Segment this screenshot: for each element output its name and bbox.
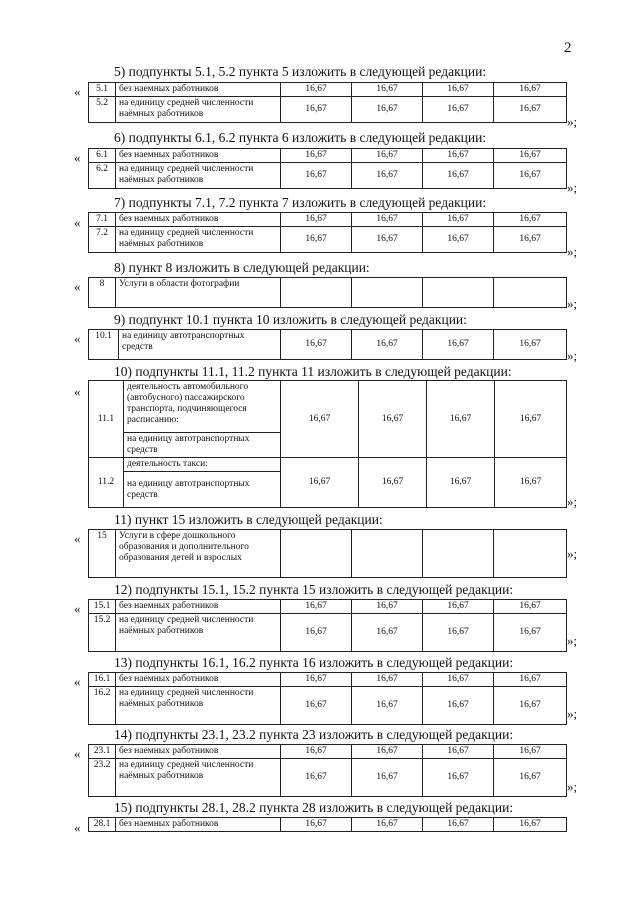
value-cell: 16,67 xyxy=(423,149,494,163)
value-cell: 16,67 xyxy=(494,600,567,614)
value-cell xyxy=(281,530,352,578)
quote-close: »; xyxy=(567,348,578,363)
value-cell: 16,67 xyxy=(281,458,359,508)
quote-open: « xyxy=(74,331,81,346)
value-cell: 16,67 xyxy=(494,83,567,97)
value-cell: 16,67 xyxy=(423,97,494,123)
row-number: 5.2 xyxy=(89,97,116,123)
quote-close: »; xyxy=(567,244,578,259)
row-number: 16.1 xyxy=(89,673,116,687)
quote-open: « xyxy=(74,820,81,835)
quote-open: « xyxy=(74,384,81,399)
row-number: 11.2 xyxy=(89,458,124,508)
value-cell: 16,67 xyxy=(423,818,494,832)
row-label: на единицу средней численности наёмных работников xyxy=(116,227,281,253)
quote-open: « xyxy=(74,215,81,230)
amendment-table xyxy=(88,672,567,725)
value-cell: 16,67 xyxy=(352,227,423,253)
row-number: 7.1 xyxy=(89,213,116,227)
row-label: Услуги в области фотографии xyxy=(116,278,281,308)
section-heading: 14) подпункты 23.1, 23.2 пункта 23 изложить в следующей редакции: xyxy=(114,727,514,742)
row-label: на единицу средней численности наёмных работников xyxy=(116,97,281,123)
row-label: без наемных работников xyxy=(116,149,281,163)
quote-close: »; xyxy=(567,779,578,794)
amendment-table xyxy=(88,148,567,189)
value-cell: 16,67 xyxy=(494,227,567,253)
quote-open: « xyxy=(74,746,81,761)
row-label: на единицу средней численности наёмных работников xyxy=(116,687,281,725)
quote-open: « xyxy=(74,279,81,294)
value-cell: 16,67 xyxy=(352,330,423,360)
amendment-table xyxy=(88,212,567,253)
quote-open: « xyxy=(74,84,81,99)
table-row xyxy=(89,381,567,433)
value-cell: 16,67 xyxy=(359,381,427,458)
table-row xyxy=(89,278,567,308)
value-cell: 16,67 xyxy=(281,213,352,227)
quote-close: »; xyxy=(567,546,578,561)
value-cell: 16,67 xyxy=(494,759,567,797)
value-cell: 16,67 xyxy=(494,149,567,163)
section-heading: 5) подпункты 5.1, 5.2 пункта 5 изложить в следующей редакции: xyxy=(114,64,487,79)
value-cell: 16,67 xyxy=(494,614,567,652)
table-row xyxy=(89,759,567,797)
section-heading: 8) пункт 8 изложить в следующей редакции: xyxy=(114,260,370,275)
value-cell: 16,67 xyxy=(495,458,567,508)
table-row xyxy=(89,149,567,163)
row-label: на единицу автотранспортных средств xyxy=(119,330,281,360)
row-number: 6.1 xyxy=(89,149,116,163)
value-cell: 16,67 xyxy=(423,759,494,797)
row-number: 28.1 xyxy=(89,818,116,832)
value-cell: 16,67 xyxy=(281,687,352,725)
value-cell: 16,67 xyxy=(359,458,427,508)
value-cell xyxy=(281,278,352,308)
value-cell: 16,67 xyxy=(423,673,494,687)
value-cell: 16,67 xyxy=(352,687,423,725)
row-label: без наемных работников xyxy=(116,745,281,759)
value-cell: 16,67 xyxy=(352,614,423,652)
row-label: на единицу средней численности наёмных работников xyxy=(116,614,281,652)
quote-close: »; xyxy=(567,180,578,195)
quote-close: »; xyxy=(567,114,578,129)
table-row xyxy=(89,83,567,97)
value-cell: 16,67 xyxy=(281,149,352,163)
value-cell xyxy=(423,278,494,308)
value-cell xyxy=(494,278,567,308)
value-cell: 16,67 xyxy=(423,687,494,725)
quote-close: »; xyxy=(567,706,578,721)
quote-open: « xyxy=(74,531,81,546)
value-cell: 16,67 xyxy=(281,163,352,189)
row-number: 11.1 xyxy=(89,381,124,458)
table-row xyxy=(89,600,567,614)
value-cell: 16,67 xyxy=(494,687,567,725)
value-cell: 16,67 xyxy=(423,745,494,759)
quote-open: « xyxy=(74,150,81,165)
value-cell: 16,67 xyxy=(494,97,567,123)
row-number: 15.1 xyxy=(89,600,116,614)
value-cell: 16,67 xyxy=(494,673,567,687)
amendment-table xyxy=(88,82,567,123)
row-number: 10.1 xyxy=(89,330,119,360)
value-cell: 16,67 xyxy=(281,227,352,253)
quote-close: »; xyxy=(567,296,578,311)
page-number: 2 xyxy=(564,40,572,56)
row-label: на единицу автотранспортных средств xyxy=(124,433,281,458)
table-row xyxy=(89,614,567,652)
value-cell: 16,67 xyxy=(281,818,352,832)
row-label: без наемных работников xyxy=(116,213,281,227)
amendment-table xyxy=(88,744,567,797)
row-number: 6.2 xyxy=(89,163,116,189)
value-cell: 16,67 xyxy=(494,745,567,759)
value-cell: 16,67 xyxy=(352,213,423,227)
value-cell: 16,67 xyxy=(423,600,494,614)
value-cell: 16,67 xyxy=(494,213,567,227)
row-label: деятельность автомобильного (автобусного) пассажирского транспорта, подчиняющегося расписанию: xyxy=(124,381,281,433)
value-cell xyxy=(494,530,567,578)
value-cell: 16,67 xyxy=(352,600,423,614)
value-cell: 16,67 xyxy=(352,83,423,97)
value-cell: 16,67 xyxy=(281,97,352,123)
value-cell: 16,67 xyxy=(423,213,494,227)
value-cell: 16,67 xyxy=(427,458,495,508)
amendment-table xyxy=(88,380,567,508)
value-cell: 16,67 xyxy=(352,163,423,189)
value-cell: 16,67 xyxy=(281,759,352,797)
table-row xyxy=(89,330,567,360)
section-heading: 12) подпункты 15.1, 15.2 пункта 15 изложить в следующей редакции: xyxy=(114,582,514,597)
row-number: 23.2 xyxy=(89,759,116,797)
row-label: без наемных работников xyxy=(116,818,281,832)
value-cell: 16,67 xyxy=(494,330,567,360)
table-row xyxy=(89,97,567,123)
value-cell: 16,67 xyxy=(352,759,423,797)
value-cell: 16,67 xyxy=(423,330,494,360)
amendment-table xyxy=(88,529,567,578)
amendment-table xyxy=(88,599,567,652)
amendment-table xyxy=(88,277,567,308)
row-label: без наемных работников xyxy=(116,600,281,614)
table-row xyxy=(89,673,567,687)
value-cell: 16,67 xyxy=(281,673,352,687)
row-label: деятельность такси: xyxy=(124,458,281,472)
value-cell: 16,67 xyxy=(495,381,567,458)
row-number: 16.2 xyxy=(89,687,116,725)
table-row xyxy=(89,227,567,253)
row-number: 23.1 xyxy=(89,745,116,759)
row-number: 8 xyxy=(89,278,116,308)
row-label: на единицу средней численности наёмных работников xyxy=(116,759,281,797)
table-row xyxy=(89,163,567,189)
value-cell: 16,67 xyxy=(423,614,494,652)
value-cell: 16,67 xyxy=(423,163,494,189)
row-number: 15 xyxy=(89,530,116,578)
row-label: без наемных работников xyxy=(116,673,281,687)
value-cell: 16,67 xyxy=(352,149,423,163)
table-row xyxy=(89,458,567,472)
section-heading: 9) подпункт 10.1 пункта 10 изложить в следующей редакции: xyxy=(114,312,467,327)
quote-open: « xyxy=(74,674,81,689)
value-cell: 16,67 xyxy=(281,381,359,458)
value-cell: 16,67 xyxy=(281,330,352,360)
quote-close: »; xyxy=(567,633,578,648)
quote-close: »; xyxy=(567,494,578,509)
value-cell xyxy=(352,530,423,578)
value-cell: 16,67 xyxy=(352,745,423,759)
row-number: 7.2 xyxy=(89,227,116,253)
row-label: на единицу автотранспортных средств xyxy=(124,472,281,508)
section-heading: 15) подпункты 28.1, 28.2 пункта 28 изложить в следующей редакции: xyxy=(114,800,514,815)
table-row xyxy=(89,530,567,578)
section-heading: 11) пункт 15 изложить в следующей редакции: xyxy=(114,512,383,527)
value-cell: 16,67 xyxy=(494,163,567,189)
value-cell xyxy=(352,278,423,308)
table-row xyxy=(89,745,567,759)
value-cell: 16,67 xyxy=(494,818,567,832)
value-cell xyxy=(423,530,494,578)
value-cell: 16,67 xyxy=(281,600,352,614)
row-label: на единицу средней численности наёмных работников xyxy=(116,163,281,189)
value-cell: 16,67 xyxy=(281,83,352,97)
section-heading: 7) подпункты 7.1, 7.2 пункта 7 изложить в следующей редакции: xyxy=(114,195,487,210)
table-row xyxy=(89,213,567,227)
value-cell: 16,67 xyxy=(352,97,423,123)
table-row xyxy=(89,818,567,832)
table-row xyxy=(89,687,567,725)
quote-open: « xyxy=(74,601,81,616)
amendment-table xyxy=(88,329,567,360)
section-heading: 10) подпункты 11.1, 11.2 пункта 11 изложить в следующей редакции: xyxy=(114,364,512,379)
value-cell: 16,67 xyxy=(423,227,494,253)
row-label: без наемных работников xyxy=(116,83,281,97)
value-cell: 16,67 xyxy=(423,83,494,97)
row-number: 15.2 xyxy=(89,614,116,652)
amendment-table xyxy=(88,817,567,832)
value-cell: 16,67 xyxy=(281,745,352,759)
value-cell: 16,67 xyxy=(281,614,352,652)
section-heading: 6) подпункты 6.1, 6.2 пункта 6 изложить в следующей редакции: xyxy=(114,130,487,145)
value-cell: 16,67 xyxy=(352,818,423,832)
row-number: 5.1 xyxy=(89,83,116,97)
value-cell: 16,67 xyxy=(352,673,423,687)
value-cell: 16,67 xyxy=(427,381,495,458)
row-label: Услуги в сфере дошкольного образования и дополнительного образования детей и взрослых xyxy=(116,530,281,578)
section-heading: 13) подпункты 16.1, 16.2 пункта 16 изложить в следующей редакции: xyxy=(114,655,514,670)
